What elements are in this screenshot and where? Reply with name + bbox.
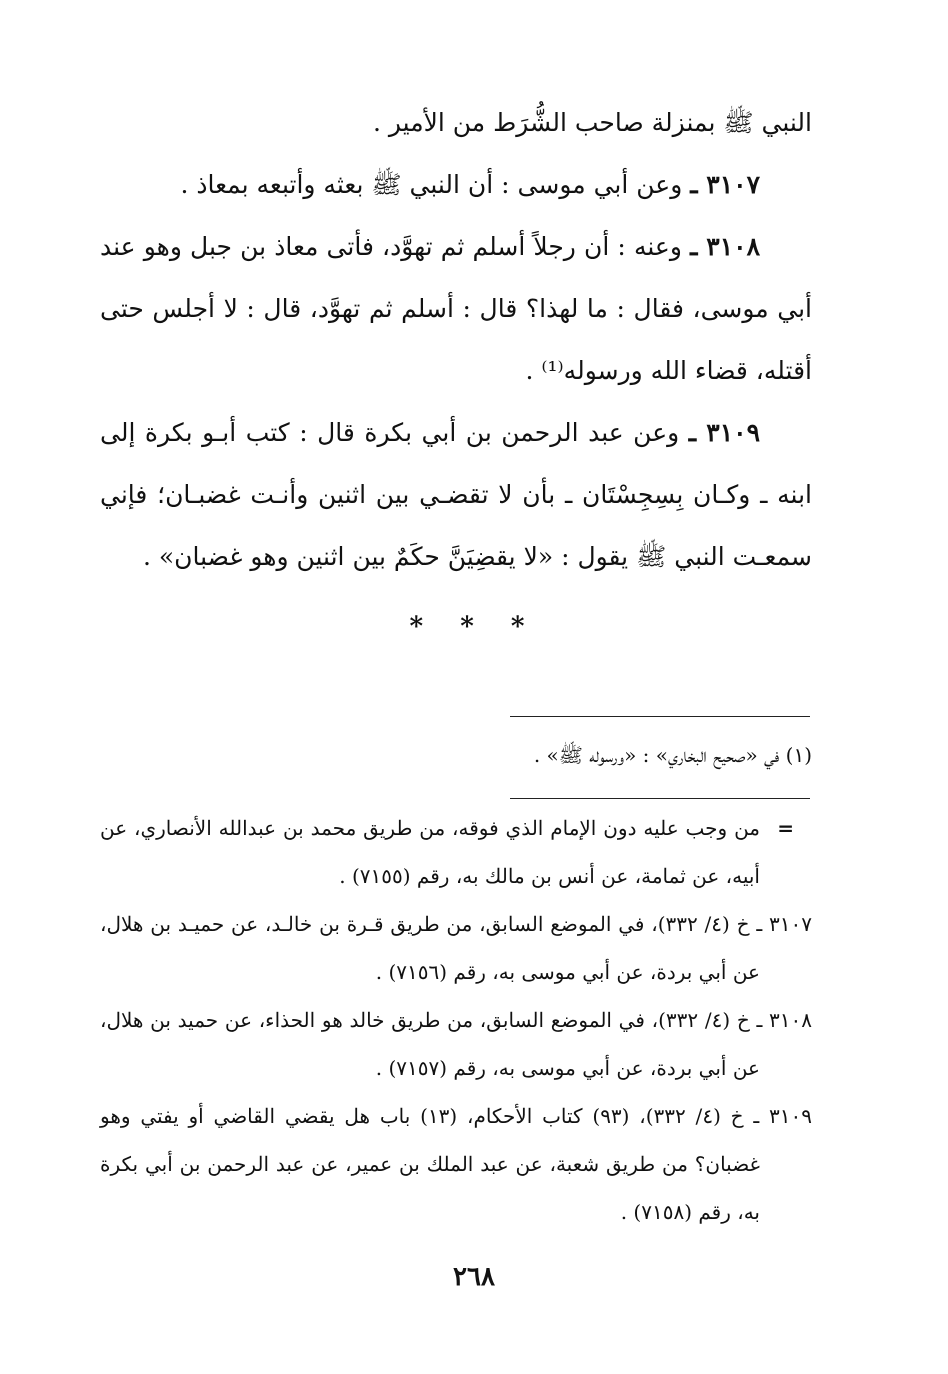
hadith-text: وعن أبي موسى : أن النبي ﷺ بعثه وأتبعه بمعاذ .: [180, 170, 691, 199]
footnote-1: (١) في «صحيح البخاري» : «ورسوله ﷺ» .: [533, 743, 812, 767]
hadith-text: وعن عبد الرحمن بن أبي بكرة قال : كتب أبـو بكرة إلى ابنه ـ وكـان بِسِجِسْتَان ـ بأن لا تقضـي بين اثنين وأنـت غضبـان؛ فإني سمعـت النبي ﷺ يقول : «لا يقضِيَنَّ حكَمٌ بين اثنين وهو غضبان» .: [100, 418, 812, 571]
note-3107: ٣١٠٧ ـ خ (٤/ ٣٣٢)، في الموضع السابق، من طريق قـرة بن خالـد، عن حميـد بن هلال، عن أبي بردة، عن أبي موسى به، رقم (٧١٥٦) .: [100, 912, 812, 984]
hadith-3107: [100, 154, 812, 216]
page-number: ٢٦٨: [453, 1262, 495, 1292]
hadith-number: ٣١٠٧ ـ: [690, 170, 760, 199]
continuation-mark: =: [777, 816, 794, 840]
hadith-number: ٣١٠٨ ـ: [690, 232, 760, 261]
note-3109: ٣١٠٩ ـ خ (٤/ ٣٣٢)، (٩٣) كتاب الأحكام، (١٣) باب هل يقضي القاضي أو يفتي وهو غضبان؟ من طريق شعبة، عن عبد الملك بن عمير، عن عبد الرحمن بن أبي بكرة به، رقم (٧١٥٨) .: [100, 1104, 812, 1224]
hadith-3109: [100, 402, 812, 588]
paragraph-continuation: [100, 92, 812, 154]
section-separator: * * *: [409, 612, 539, 642]
footnote-divider: [510, 716, 810, 717]
notes-divider: [510, 798, 810, 799]
note-continuation: من وجب عليه دون الإمام الذي فوقه، من طريق محمد بن عبدالله الأنصاري، عن أبيه، عن ثمامة، عن أنس بن مالك به، رقم (٧١٥٥) .: [100, 816, 760, 888]
takhrij-notes: [100, 804, 812, 1236]
hadith-number: ٣١٠٩ ـ: [688, 418, 760, 447]
paragraph-text: النبي ﷺ بمنزلة صاحب الشُّرَط من الأمير .: [372, 108, 812, 137]
hadith-text: وعنه : أن رجلاً أسلم ثم تهوَّد، فأتى معاذ بن جبل وهو عند أبي موسى، فقال : ما لهذا؟ قال : أسلم ثم تهوَّد، قال : لا أجلس حتى أقتله، قضاء الله ورسوله⁽¹⁾ .: [100, 232, 812, 385]
note-3108: ٣١٠٨ ـ خ (٤/ ٣٣٢)، في الموضع السابق، من طريق خالد هو الحذاء، عن حميد بن هلال، عن أبي بردة، عن أبي موسى به، رقم (٧١٥٧) .: [100, 1008, 812, 1080]
hadith-3108: [100, 216, 812, 402]
